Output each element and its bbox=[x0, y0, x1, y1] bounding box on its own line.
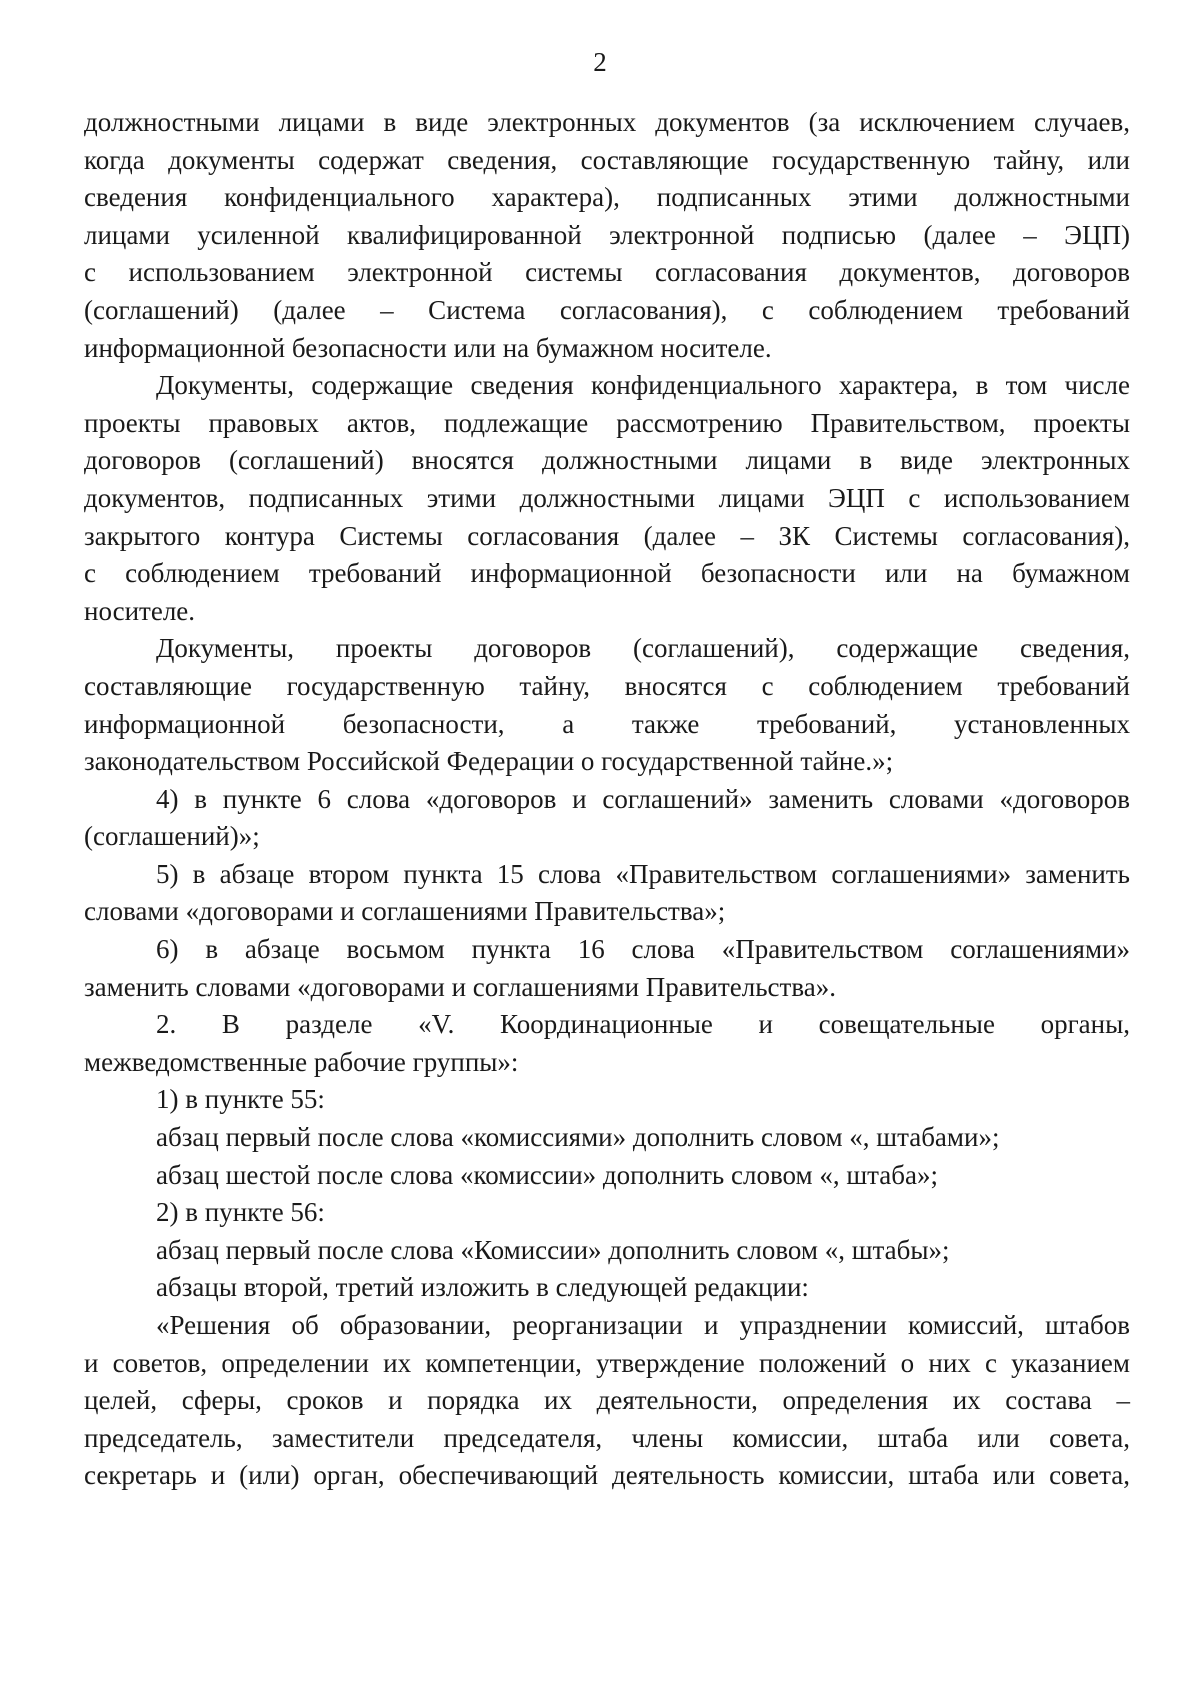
text-line: 6) в абзаце восьмом пункта 16 слова «Правительством соглашениями» bbox=[156, 934, 1130, 965]
text-line: 2. В разделе «V. Координационные и совещательные органы, bbox=[156, 1009, 1130, 1040]
text-line: заменить словами «договорами и соглашениями Правительства». bbox=[84, 971, 836, 1002]
paragraph bbox=[84, 1307, 1130, 1495]
paragraph bbox=[84, 1269, 1130, 1307]
paragraph bbox=[84, 1157, 1130, 1195]
text-line: составляющие государственную тайну, вносятся с соблюдением требований bbox=[84, 670, 1130, 701]
text-line: документов, подписанных этими должностными лицами ЭЦП с использованием bbox=[84, 482, 1130, 513]
text-line: Документы, проекты договоров (соглашений), содержащие сведения, bbox=[156, 633, 1130, 664]
text-line: когда документы содержат сведения, составляющие государственную тайну, или bbox=[84, 144, 1130, 175]
paragraph bbox=[84, 1006, 1130, 1081]
text-line: Документы, содержащие сведения конфиденциального характера, в том числе bbox=[156, 370, 1130, 401]
text-line: должностными лицами в виде электронных документов (за исключением случаев, bbox=[84, 107, 1130, 137]
paragraph bbox=[84, 630, 1130, 780]
paragraph bbox=[84, 1232, 1130, 1270]
text-line: абзац первый после слова «Комиссии» дополнить словом «, штабы»; bbox=[156, 1234, 950, 1265]
text-line: «Решения об образовании, реорганизации и упразднении комиссий, штабов bbox=[156, 1310, 1130, 1340]
text-line: с соблюдением требований информационной безопасности или на бумажном bbox=[84, 558, 1130, 589]
text-line: абзацы второй, третий изложить в следующей редакции: bbox=[156, 1272, 809, 1303]
text-line: законодательством Российской Федерации о государственной тайне.»; bbox=[84, 746, 894, 777]
text-line: председатель, заместители председателя, члены комиссии, штаба или совета, bbox=[84, 1422, 1130, 1453]
text-line: межведомственные рабочие группы»: bbox=[84, 1046, 519, 1077]
text-line: лицами усиленной квалифицированной электронной подписью (далее – ЭЦП) bbox=[84, 219, 1130, 250]
text-line: 2) в пункте 56: bbox=[156, 1197, 325, 1228]
document-body bbox=[84, 104, 1130, 1495]
text-line: носителе. bbox=[84, 595, 196, 626]
text-line: целей, сферы, сроков и порядка их деятельности, определения их состава – bbox=[84, 1385, 1130, 1416]
page-number: 2 bbox=[593, 47, 607, 77]
text-line: абзац шестой после слова «комиссии» дополнить словом «, штаба»; bbox=[156, 1159, 938, 1190]
paragraph bbox=[84, 1194, 1130, 1232]
text-line: словами «договорами и соглашениями Правительства»; bbox=[84, 896, 726, 927]
paragraph bbox=[84, 367, 1130, 630]
paragraph bbox=[84, 1081, 1130, 1119]
text-line: (соглашений)»; bbox=[84, 821, 260, 852]
text-line: проекты правовых актов, подлежащие рассмотрению Правительством, проекты bbox=[84, 407, 1130, 438]
text-line: закрытого контура Системы согласования (далее – ЗК Системы согласования), bbox=[84, 520, 1130, 551]
text-line: 4) в пункте 6 слова «договоров и соглашений» заменить словами «договоров bbox=[156, 783, 1130, 814]
text-line: сведения конфиденциального характера), подписанных этими должностными bbox=[84, 182, 1130, 213]
paragraph bbox=[84, 1119, 1130, 1157]
paragraph bbox=[84, 931, 1130, 1006]
text-line: информационной безопасности или на бумажном носителе. bbox=[84, 332, 772, 363]
paragraph bbox=[84, 104, 1130, 367]
text-line: и советов, определении их компетенции, утверждение положений о них с указанием bbox=[84, 1347, 1130, 1378]
text-line: договоров (соглашений) вносятся должностными лицами в виде электронных bbox=[84, 445, 1130, 476]
text-line: (соглашений) (далее – Система согласования), с соблюдением требований bbox=[84, 294, 1130, 325]
text-line: секретарь и (или) орган, обеспечивающий деятельность комиссии, штаба или совета, bbox=[84, 1460, 1130, 1491]
text-line: абзац первый после слова «комиссиями» дополнить словом «, штабами»; bbox=[156, 1122, 1000, 1153]
text-line: информационной безопасности, а также требований, установленных bbox=[84, 708, 1130, 739]
text-line: 5) в абзаце втором пункта 15 слова «Правительством соглашениями» заменить bbox=[156, 858, 1130, 889]
paragraph bbox=[84, 781, 1130, 856]
text-line: с использованием электронной системы согласования документов, договоров bbox=[84, 257, 1130, 288]
paragraph bbox=[84, 856, 1130, 931]
text-line: 1) в пункте 55: bbox=[156, 1084, 325, 1115]
